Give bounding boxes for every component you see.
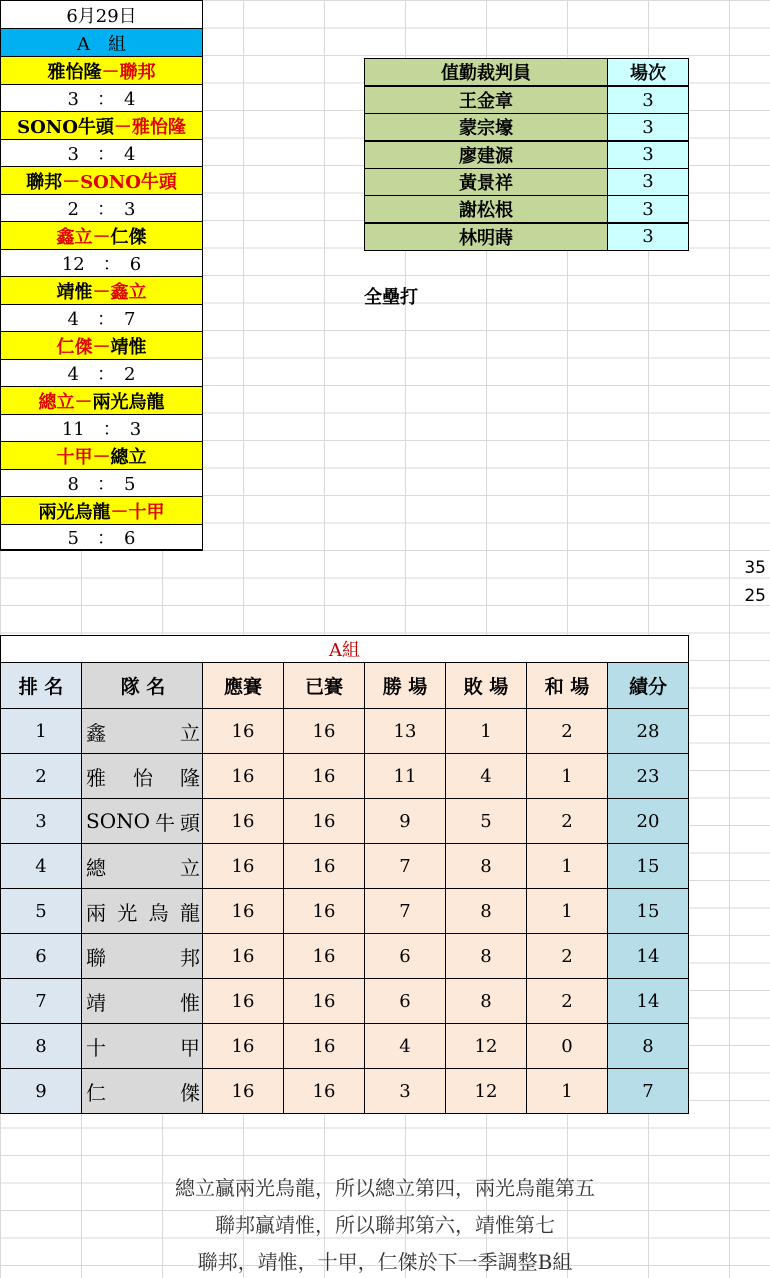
match-score: 2 ： 3 <box>0 194 203 221</box>
team-char: 牛 <box>155 810 175 835</box>
date-cell: 6月29日 <box>0 0 203 28</box>
standings-rank: 1 <box>0 708 82 754</box>
standings-played: 16 <box>283 708 365 754</box>
standings-draw: 2 <box>526 708 608 754</box>
match-teams <box>0 166 203 194</box>
referee-count: 3 <box>607 86 689 114</box>
team-char: 兩 <box>86 900 106 925</box>
match-teams <box>0 276 203 304</box>
match-score: 3 ： 4 <box>0 139 203 166</box>
away-team: 聯邦 <box>119 61 156 83</box>
home-team: 兩光烏龍 <box>38 501 111 523</box>
away-team: 靖惟 <box>110 336 147 358</box>
standings-win: 11 <box>364 753 446 799</box>
note-line: 聯邦，靖惟，十甲，仁傑於下一季調整B組 <box>197 1250 573 1274</box>
standings-header: 敗 場 <box>445 662 527 709</box>
standings-team <box>81 753 203 799</box>
standings-team <box>81 933 203 979</box>
standings-loss: 8 <box>445 978 527 1024</box>
standings-header: 勝 場 <box>364 662 446 709</box>
dash: － <box>113 116 132 138</box>
home-team: 鑫立 <box>56 226 93 248</box>
standings-win: 3 <box>364 1068 446 1114</box>
match-teams <box>0 56 203 84</box>
match-teams <box>0 331 203 359</box>
dash: － <box>92 226 111 248</box>
standings-header: 和 場 <box>526 662 608 709</box>
away-team: SONO牛頭 <box>80 171 177 193</box>
dash: － <box>74 391 93 413</box>
standings-points: 7 <box>607 1068 689 1114</box>
standings-title: A組 <box>0 635 689 663</box>
referee-name: 王金章 <box>364 86 608 114</box>
standings-header: 應賽 <box>202 662 284 709</box>
team-char: 雅 <box>86 765 106 790</box>
team-char: 怡 <box>133 765 153 790</box>
standings-team <box>81 843 203 889</box>
team-char: 聯 <box>86 945 106 970</box>
standings-header: 隊 名 <box>81 662 203 709</box>
standings-loss: 1 <box>445 708 527 754</box>
standings-draw: 2 <box>526 798 608 844</box>
referee-name: 林明蒔 <box>364 223 608 251</box>
note-line: 聯邦贏靖惟，所以聯邦第六，靖惟第七 <box>215 1213 555 1237</box>
referee-name: 廖建源 <box>364 141 608 169</box>
standings-team <box>81 1023 203 1069</box>
standings-rank: 8 <box>0 1023 82 1069</box>
home-team: 仁傑 <box>56 336 93 358</box>
standings-due: 16 <box>202 978 284 1024</box>
home-team: 聯邦 <box>26 171 63 193</box>
team-char: 鑫 <box>86 720 106 745</box>
standings-loss: 8 <box>445 933 527 979</box>
standings-loss: 12 <box>445 1023 527 1069</box>
home-team: 總立 <box>38 391 75 413</box>
side-number: 35 <box>744 558 766 578</box>
standings-points: 23 <box>607 753 689 799</box>
match-score: 12 ： 6 <box>0 249 203 276</box>
team-char: SONO <box>86 809 150 833</box>
dash: － <box>62 171 81 193</box>
standings-rank: 9 <box>0 1068 82 1114</box>
team-char: 立 <box>180 855 200 880</box>
standings-played: 16 <box>283 933 365 979</box>
team-char: 烏 <box>148 900 169 925</box>
match-teams <box>0 386 203 414</box>
home-team: SONO牛頭 <box>17 116 114 138</box>
team-char: 靖 <box>86 990 106 1015</box>
standings-rank: 5 <box>0 888 82 934</box>
referee-name: 謝松根 <box>364 195 608 223</box>
dash: － <box>92 446 111 468</box>
match-score: 5 ： 6 <box>0 524 203 551</box>
team-char: 立 <box>180 720 200 745</box>
team-char: 頭 <box>180 810 200 835</box>
home-team: 靖惟 <box>56 281 93 303</box>
standings-draw: 1 <box>526 888 608 934</box>
referee-name: 蒙宗壕 <box>364 113 608 141</box>
dash: － <box>110 501 129 523</box>
standings-team <box>81 798 203 844</box>
away-team: 兩光烏龍 <box>92 391 165 413</box>
match-score: 3 ： 4 <box>0 84 203 111</box>
standings-due: 16 <box>202 1023 284 1069</box>
referee-header-count: 場次 <box>607 58 689 86</box>
standings-team <box>81 978 203 1024</box>
note-line: 總立贏兩光烏龍，所以總立第四，兩光烏龍第五 <box>175 1176 595 1200</box>
standings-loss: 5 <box>445 798 527 844</box>
standings-played: 16 <box>283 978 365 1024</box>
referee-count: 3 <box>607 223 689 251</box>
standings-due: 16 <box>202 753 284 799</box>
standings-rank: 3 <box>0 798 82 844</box>
match-score: 4 ： 2 <box>0 359 203 386</box>
team-char: 邦 <box>180 945 200 970</box>
standings-due: 16 <box>202 798 284 844</box>
team-char: 龍 <box>179 900 200 925</box>
standings-points: 15 <box>607 843 689 889</box>
match-teams <box>0 441 203 469</box>
match-score: 4 ： 7 <box>0 304 203 331</box>
standings-win: 6 <box>364 978 446 1024</box>
away-team: 仁傑 <box>110 226 147 248</box>
team-char: 十 <box>86 1035 106 1060</box>
standings-points: 8 <box>607 1023 689 1069</box>
standings-team <box>81 708 203 754</box>
standings-draw: 1 <box>526 753 608 799</box>
standings-draw: 1 <box>526 843 608 889</box>
standings-played: 16 <box>283 888 365 934</box>
standings-header: 排 名 <box>0 662 82 709</box>
away-team: 總立 <box>110 446 147 468</box>
away-team: 十甲 <box>128 501 165 523</box>
standings-points: 20 <box>607 798 689 844</box>
standings-draw: 2 <box>526 978 608 1024</box>
standings-draw: 1 <box>526 1068 608 1114</box>
standings-rank: 2 <box>0 753 82 799</box>
standings-due: 16 <box>202 1068 284 1114</box>
standings-due: 16 <box>202 708 284 754</box>
away-team: 鑫立 <box>110 281 147 303</box>
standings-rank: 7 <box>0 978 82 1024</box>
standings-team <box>81 888 203 934</box>
standings-loss: 8 <box>445 843 527 889</box>
group-header: A 組 <box>0 28 203 56</box>
standings-rank: 4 <box>0 843 82 889</box>
full-base-note: 全壘打 <box>364 286 418 308</box>
match-teams <box>0 221 203 249</box>
match-teams <box>0 111 203 139</box>
standings-due: 16 <box>202 888 284 934</box>
standings-header: 已賽 <box>283 662 365 709</box>
standings-due: 16 <box>202 933 284 979</box>
dash: － <box>92 336 111 358</box>
team-char: 惟 <box>180 990 200 1015</box>
standings-points: 28 <box>607 708 689 754</box>
standings-win: 13 <box>364 708 446 754</box>
home-team: 十甲 <box>56 446 93 468</box>
dash: － <box>101 61 120 83</box>
dash: － <box>92 281 111 303</box>
referee-name: 黃景祥 <box>364 168 608 196</box>
side-number: 25 <box>744 586 766 606</box>
standings-win: 9 <box>364 798 446 844</box>
standings-played: 16 <box>283 798 365 844</box>
home-team: 雅怡隆 <box>47 61 102 83</box>
standings-played: 16 <box>283 753 365 799</box>
standings-loss: 4 <box>445 753 527 799</box>
standings-due: 16 <box>202 843 284 889</box>
standings-points: 14 <box>607 933 689 979</box>
team-char: 甲 <box>180 1035 200 1060</box>
standings-played: 16 <box>283 843 365 889</box>
referee-count: 3 <box>607 168 689 196</box>
standings-win: 7 <box>364 843 446 889</box>
referee-header-name: 值勤裁判員 <box>364 58 608 86</box>
team-char: 總 <box>86 855 106 880</box>
away-team: 雅怡隆 <box>131 116 186 138</box>
team-char: 隆 <box>180 765 200 790</box>
referee-count: 3 <box>607 113 689 141</box>
team-char: 光 <box>117 900 138 925</box>
standings-draw: 2 <box>526 933 608 979</box>
standings-rank: 6 <box>0 933 82 979</box>
match-score: 11 ： 3 <box>0 414 203 441</box>
referee-count: 3 <box>607 195 689 223</box>
standings-header: 績分 <box>607 662 689 709</box>
referee-count: 3 <box>607 141 689 169</box>
match-teams <box>0 496 203 524</box>
standings-draw: 0 <box>526 1023 608 1069</box>
match-score: 8 ： 5 <box>0 469 203 496</box>
standings-team <box>81 1068 203 1114</box>
team-char: 傑 <box>180 1080 200 1105</box>
standings-played: 16 <box>283 1068 365 1114</box>
standings-points: 14 <box>607 978 689 1024</box>
standings-win: 4 <box>364 1023 446 1069</box>
standings-loss: 12 <box>445 1068 527 1114</box>
team-char: 仁 <box>86 1080 106 1105</box>
standings-win: 6 <box>364 933 446 979</box>
standings-points: 15 <box>607 888 689 934</box>
standings-played: 16 <box>283 1023 365 1069</box>
standings-win: 7 <box>364 888 446 934</box>
standings-loss: 8 <box>445 888 527 934</box>
